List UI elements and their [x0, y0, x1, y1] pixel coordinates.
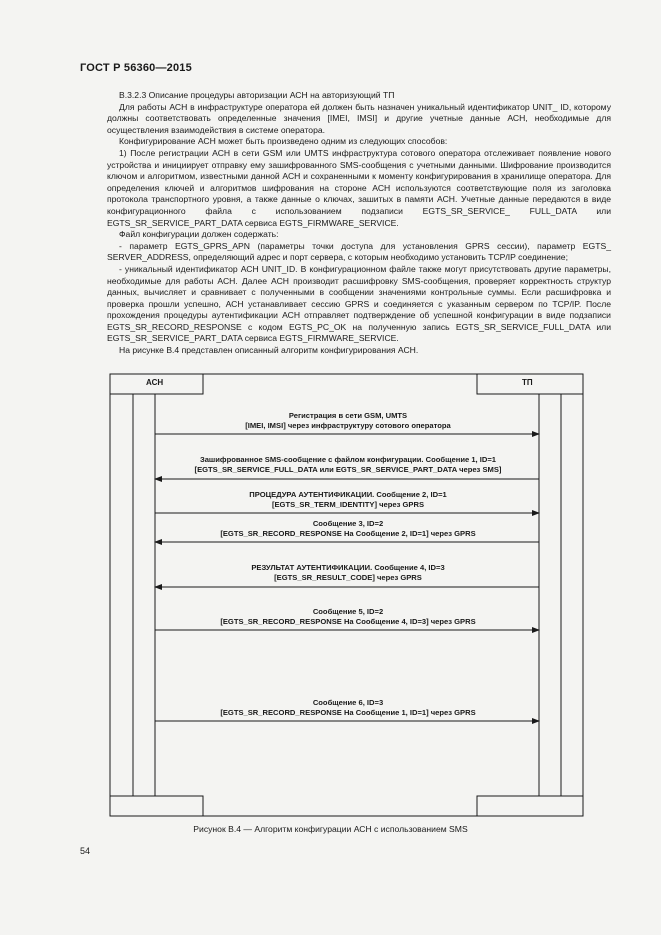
- message-title: Регистрация в сети GSM, UMTS: [288, 411, 408, 420]
- message-3: [160, 490, 536, 510]
- document-header: ГОСТ Р 56360—2015: [80, 62, 192, 74]
- paragraph: В.3.2.3 Описание процедуры авторизации АСН на авторизующий ТП: [119, 90, 395, 100]
- figure-caption: Рисунок В.4 — Алгоритм конфигурации АСН с использованием SMS: [193, 824, 468, 834]
- paragraph: На рисунке В.4 представлен описанный алгоритм конфигурирования АСН.: [119, 345, 419, 356]
- actor-label-right: ТП: [522, 378, 533, 387]
- paragraph: - уникальный идентификатор АСН UNIT_ID. В конфигурационном файле также могут присутствовать другие параметры, необходимые для работы АСН. Далее АСН производит расшифровку SMS-сообщения, проверяет корректность структур данных, вычисляет и сравнивает с полученными в сообщении значениями контрольные суммы. Если расшифровка и проверка прошли успешно, АСН устанавливает сессию GPRS и соединяется с указанным сервером по TCP/IP. После прохождения процедуры аутентификации АСН отправляет подтверждение об успешной конфигурации в виде подзаписи EGTS_SR_RECORD_RESPONSE с кодом EGTS_PC_OK на полученную запись EGTS_SR_SERVICE_FULL_DATA или EGTS_SR_SERVICE_PART_DATA сервиса EGTS_FIRMWARE_SERVICE.: [107, 263, 611, 344]
- message-title: Зашифрованное SMS-сообщение с файлом конфигурации. Сообщение 1, ID=1: [199, 455, 497, 464]
- message-detail: [IMEI, IMSI] через инфраструктуру сотового оператора: [245, 421, 451, 430]
- diagram-border: [110, 374, 583, 816]
- message-detail: [EGTS_SR_RECORD_RESPONSE На Сообщение 1, ID=1] через GPRS: [220, 708, 476, 717]
- message-detail: [EGTS_SR_RESULT_CODE] через GPRS: [274, 573, 422, 582]
- paragraph: 1) После регистрации АСН в сети GSM или UMTS инфраструктура сотового оператора отслеживает появление нового устройства и инициирует отправку ему зашифрованного SMS-сообщения с учетными данными. Шифрование производится ключом и алгоритмом, известными данной АСН и сохраненными к моменту конфигурирования в хранилище оператора. Для определения ключей и алгоритмов шифрования на стороне АСН используются соответствующие поля из заголовка протокола транспортного уровня, а также данные о ключах, зашитых в памяти АСН. Учетные данные передаются в виде конфигурационного файла с использованием подзаписи EGTS_SR_SERVICE_ FULL_DATA или EGTS_SR_SERVICE_PART_DATA сервиса EGTS_FIRMWARE_SERVICE.: [107, 147, 611, 228]
- message-detail: [EGTS_SR_RECORD_RESPONSE На Сообщение 4, ID=3] через GPRS: [220, 617, 476, 626]
- lifeline-left: [133, 394, 155, 796]
- message-2: [160, 455, 536, 475]
- message-title: Сообщение 5, ID=2: [312, 607, 384, 616]
- message-7: [160, 698, 536, 718]
- message-title: Сообщение 3, ID=2: [312, 519, 384, 528]
- message-5: [160, 563, 536, 583]
- message-title: РЕЗУЛЬТАТ АУТЕНТИФИКАЦИИ. Сообщение 4, ID=3: [251, 563, 445, 572]
- paragraph: Для работы АСН в инфраструктуре оператора ей должен быть назначен уникальный идентификатор UNIT_ ID, которому должны соответствовать определенные значения [IMEI, IMSI] и другие учетные данные АСН, необходимые для осуществления взаимодействия в системе оператора.: [107, 101, 611, 135]
- paragraph: - параметр EGTS_GPRS_APN (параметры точки доступа для установления GPRS сессии), параметр EGTS_ SERVER_ADDRESS, определяющий адрес и порт сервера, с которым необходимо установить TCP/IP соединение;: [107, 240, 611, 263]
- message-detail: [EGTS_SR_TERM_IDENTITY] через GPRS: [271, 500, 425, 509]
- message-1: [160, 411, 536, 431]
- message-detail: [EGTS_SR_SERVICE_FULL_DATA или EGTS_SR_SERVICE_PART_DATA через SMS]: [194, 465, 502, 474]
- paragraph: Конфигурирование АСН может быть произведено одним из следующих способов:: [119, 136, 448, 147]
- message-title: ПРОЦЕДУРА АУТЕНТИФИКАЦИИ. Сообщение 2, ID=1: [249, 490, 447, 499]
- paragraph: Файл конфигурации должен содержать:: [119, 229, 279, 240]
- message-6: [160, 607, 536, 627]
- message-detail: [EGTS_SR_RECORD_RESPONSE На Сообщение 2, ID=1] через GPRS: [220, 529, 476, 538]
- actor-foot-right: [477, 796, 583, 816]
- lifeline-right: [539, 394, 561, 796]
- message-title: Сообщение 6, ID=3: [312, 698, 384, 707]
- actor-label-left: АСН: [146, 378, 164, 387]
- page-number: 54: [80, 846, 91, 856]
- message-4: [160, 519, 536, 539]
- actor-foot-left: [110, 796, 203, 816]
